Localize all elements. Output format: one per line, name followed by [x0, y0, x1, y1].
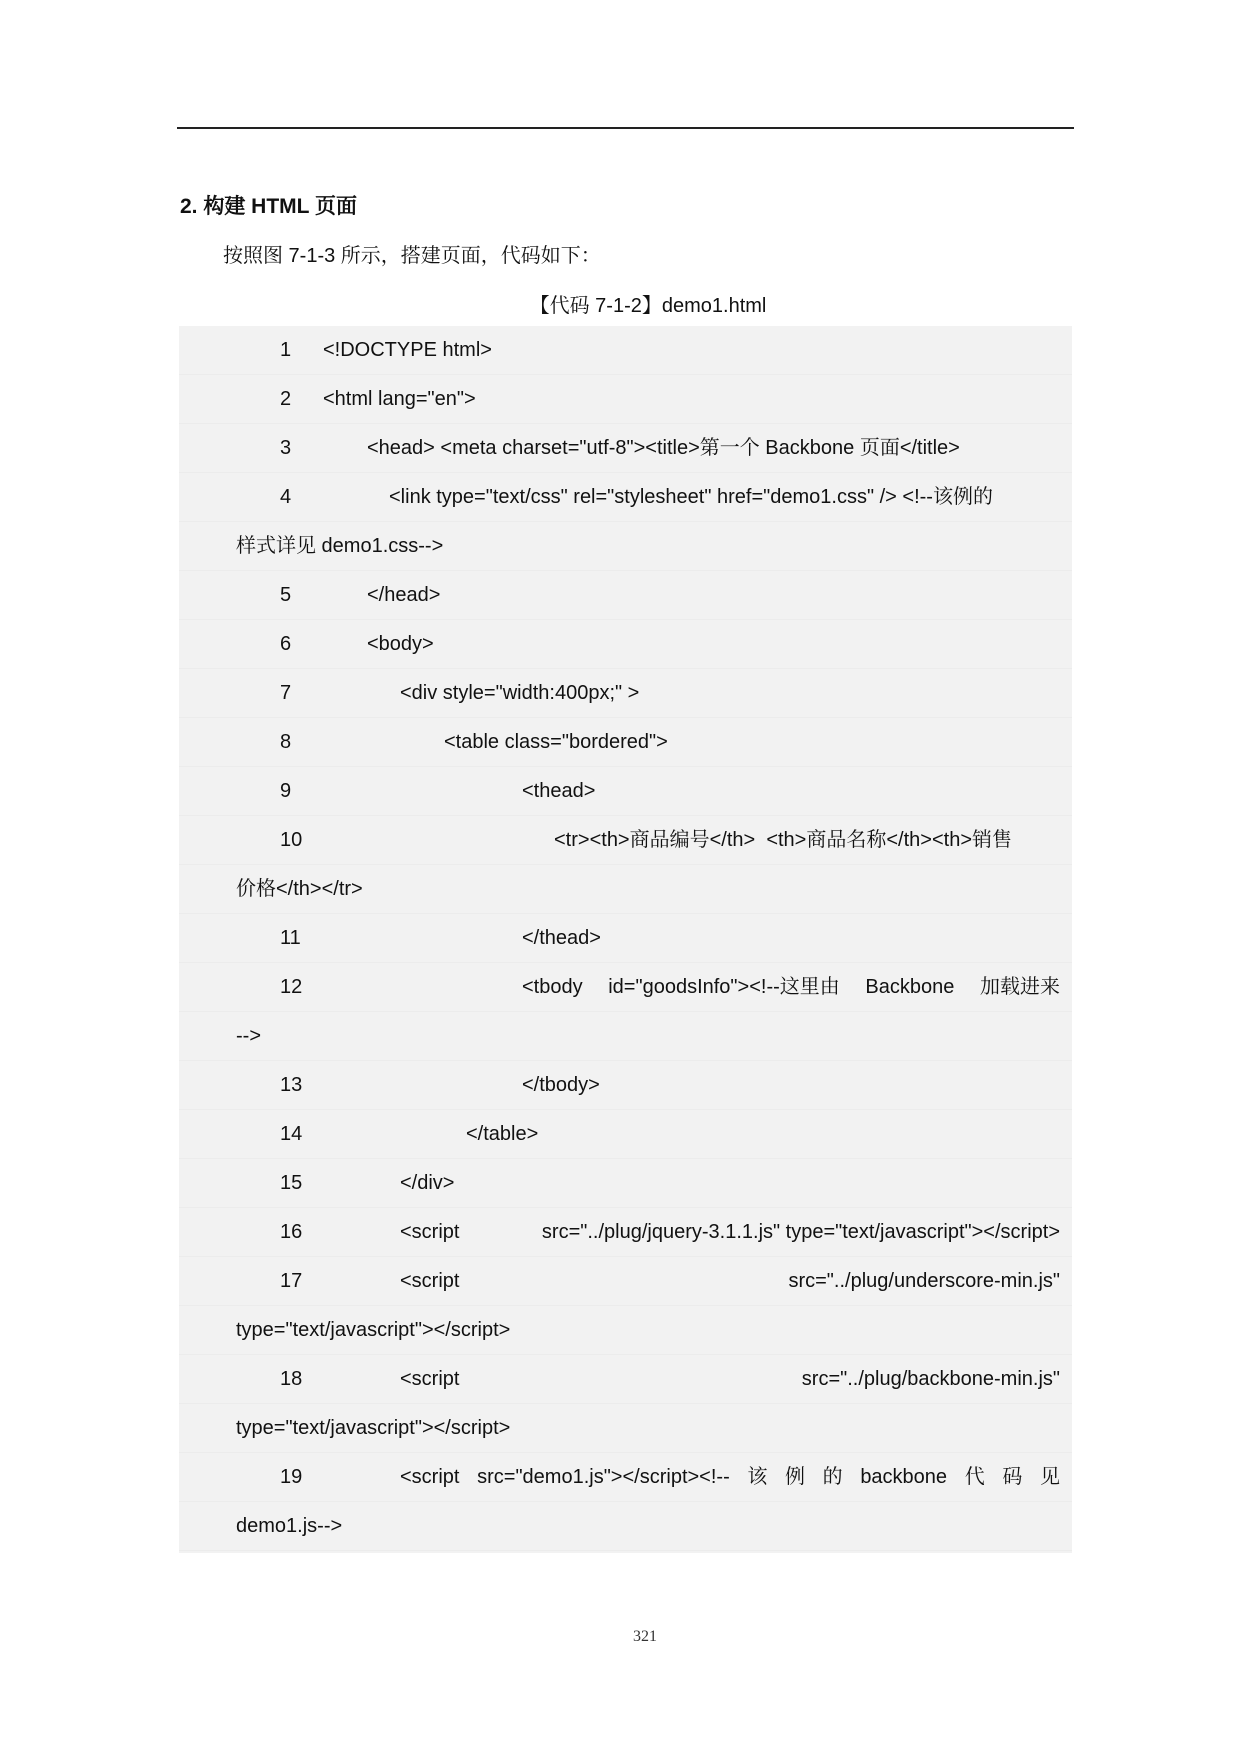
code-token: --> — [236, 1025, 261, 1047]
line-number: 12 — [280, 976, 303, 998]
line-number: 17 — [280, 1270, 303, 1292]
code-listing — [179, 326, 1072, 1553]
line-number: 18 — [280, 1368, 303, 1390]
code-line — [179, 1012, 1072, 1061]
line-number: 6 — [280, 633, 292, 655]
code-token: <script — [400, 1368, 460, 1390]
code-token: <head> <meta charset="utf-8"><title>第一个 Backbone 页面</title> — [367, 437, 960, 459]
code-line — [179, 473, 1072, 522]
code-text — [522, 767, 595, 816]
code-line — [179, 620, 1072, 669]
code-token: type="text/javascript"></script> — [236, 1417, 511, 1439]
code-line — [179, 669, 1072, 718]
code-line — [179, 1257, 1072, 1306]
code-token: <script — [400, 1221, 460, 1243]
code-text — [400, 1355, 1060, 1404]
code-text — [236, 865, 363, 914]
code-token: src="../plug/backbone-min.js" — [801, 1368, 1060, 1390]
line-number: 2 — [280, 388, 292, 410]
intro-paragraph: 按照图 7-1-3 所示，搭建页面，代码如下： — [223, 245, 601, 267]
line-number: 8 — [280, 731, 292, 753]
line-number: 3 — [280, 437, 292, 459]
code-token: Backbone — [865, 976, 955, 998]
code-text — [367, 571, 440, 620]
code-line — [179, 963, 1072, 1012]
code-token: src="../plug/jquery-3.1.1.js" type="text/javascript"></script> — [541, 1221, 1060, 1243]
code-text — [444, 718, 668, 767]
code-token: demo1.js--> — [236, 1515, 343, 1537]
code-token: <script — [400, 1270, 460, 1292]
code-token: </table> — [466, 1123, 539, 1145]
code-token: <tbody — [522, 976, 583, 998]
code-token: 该 — [747, 1466, 768, 1488]
code-text — [400, 1159, 454, 1208]
code-line — [179, 914, 1072, 963]
code-token: id="goodsInfo"><!--这里由 — [608, 976, 840, 998]
line-number: 9 — [280, 780, 292, 802]
line-number: 10 — [280, 829, 303, 851]
line-number: 5 — [280, 584, 292, 606]
code-text — [522, 963, 1060, 1012]
code-token: 的 — [822, 1466, 843, 1488]
code-text — [236, 1404, 510, 1453]
code-text — [554, 816, 1012, 865]
code-text — [236, 1306, 510, 1355]
code-line — [179, 1110, 1072, 1159]
code-line — [179, 816, 1072, 865]
code-text — [400, 1453, 1060, 1502]
code-token: </tbody> — [522, 1074, 600, 1096]
code-token: <link type="text/css" rel="stylesheet" href="demo1.css" /> <!--该例的 — [389, 486, 993, 508]
code-token: 加载进来 — [980, 976, 1060, 998]
code-line — [179, 1355, 1072, 1404]
line-number: 11 — [280, 927, 301, 949]
line-number: 7 — [280, 682, 292, 704]
code-line — [179, 571, 1072, 620]
code-token: </head> — [367, 584, 441, 606]
code-line — [179, 767, 1072, 816]
code-token: type="text/javascript"></script> — [236, 1319, 511, 1341]
code-token: <thead> — [522, 780, 596, 802]
code-line — [179, 1208, 1072, 1257]
code-token: backbone — [860, 1466, 948, 1488]
code-text — [400, 669, 639, 718]
code-token: 样式详见 demo1.css--> — [236, 535, 444, 557]
code-line — [179, 1453, 1072, 1502]
code-text — [236, 522, 443, 571]
section-heading: 2. 构建 HTML 页面 — [180, 195, 357, 218]
code-text — [389, 473, 993, 522]
code-line — [179, 375, 1072, 424]
code-line — [179, 1061, 1072, 1110]
code-text — [400, 1208, 1060, 1257]
code-text — [323, 326, 492, 375]
code-text — [323, 375, 476, 424]
code-token: <html lang="en"> — [323, 388, 476, 410]
page-number: 321 — [633, 1628, 657, 1645]
line-number: 1 — [280, 339, 292, 361]
code-caption: 【代码 7-1-2】demo1.html — [529, 295, 767, 317]
code-line — [179, 1306, 1072, 1355]
header-rule — [177, 127, 1074, 129]
code-text — [367, 424, 960, 473]
code-token: <tr><th>商品编号</th> <th>商品名称</th><th>销售 — [554, 829, 1012, 851]
line-number: 4 — [280, 486, 292, 508]
code-line — [179, 718, 1072, 767]
code-line — [179, 522, 1072, 571]
code-token: <table class="bordered"> — [444, 731, 668, 753]
code-token: 码 — [1002, 1466, 1023, 1488]
code-text — [236, 1502, 342, 1551]
line-number: 15 — [280, 1172, 303, 1194]
code-token: 代 — [964, 1466, 985, 1488]
code-text — [466, 1110, 538, 1159]
line-number: 13 — [280, 1074, 303, 1096]
code-text — [522, 1061, 600, 1110]
code-text — [400, 1257, 1060, 1306]
code-token: src="demo1.js"></script><!-- — [477, 1466, 730, 1488]
code-token: <!DOCTYPE html> — [323, 339, 492, 361]
code-text — [367, 620, 434, 669]
code-token: 见 — [1039, 1466, 1060, 1488]
line-number: 19 — [280, 1466, 303, 1488]
code-token: <script — [400, 1466, 460, 1488]
code-line — [179, 865, 1072, 914]
code-token: </thead> — [522, 927, 601, 949]
code-line — [179, 424, 1072, 473]
code-token: 例 — [785, 1466, 806, 1488]
code-token: 价格</th></tr> — [236, 878, 363, 900]
code-token: </div> — [400, 1172, 455, 1194]
line-number: 16 — [280, 1221, 303, 1243]
code-line — [179, 326, 1072, 375]
code-line — [179, 1159, 1072, 1208]
code-token: src="../plug/underscore-min.js" — [788, 1270, 1060, 1292]
code-line — [179, 1502, 1072, 1551]
code-line — [179, 1404, 1072, 1453]
code-text — [236, 1012, 261, 1061]
code-token: <div style="width:400px;" > — [400, 682, 640, 704]
code-token: <body> — [367, 633, 434, 655]
code-text — [522, 914, 601, 963]
line-number: 14 — [280, 1123, 303, 1145]
